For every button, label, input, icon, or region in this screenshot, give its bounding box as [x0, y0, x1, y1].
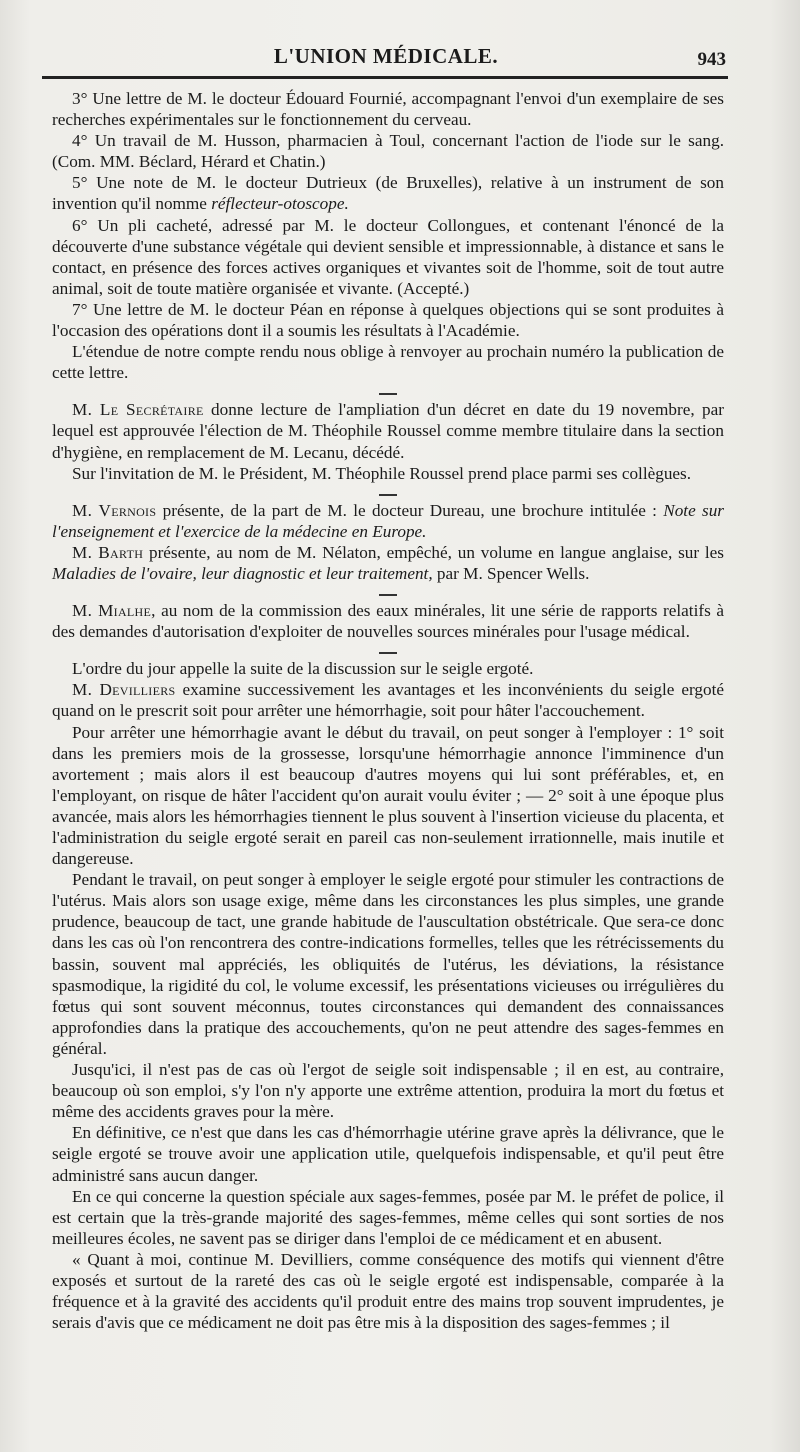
paragraph: [52, 172, 724, 214]
paragraph-text: examine successivement les avantages et les inconvénients du seigle ergoté quand on le prescrit soit pour arrêter une hémorrhagie, soit pour hâter l'accouchement.: [52, 680, 724, 721]
paragraph-text: Pendant le travail, on peut songer à employer le seigle ergoté pour stimuler les contractions de l'utérus. Mais alors son usage exige, même dans les circonstances les plus simples, une grande prudence, beaucoup de tact, une grande habitude de l'auscultation obstétricale. Que sera-ce donc dans les cas où l'on rencontrera des contre-indications formelles, telles que les rétrécissements du bassin, souvent mal appréciés, les obliquités de l'utérus, les déviations, la résistance spasmodique, la rigidité du col, le volume excessif, les présentations vicieuses ou irrégulières du fœtus qui sont souvent méconnus, toutes circonstances qui demandent des connaissances approfondies dans la pratique des accouchements, qu'on ne peut attendre des sages-femmes en général.: [52, 870, 724, 1058]
speaker-name: M. Barth: [72, 542, 144, 562]
paragraph-text: L'ordre du jour appelle la suite de la discussion sur le seigle ergoté.: [72, 659, 534, 679]
work-title: Maladies de l'ovaire, leur diagnostic et leur traitement,: [52, 563, 433, 583]
running-title: L'UNION MÉDICALE.: [273, 44, 499, 68]
paragraph: [52, 658, 724, 679]
section-separator: [379, 652, 397, 654]
paragraph: [52, 463, 724, 484]
paragraph-text: En définitive, ce n'est que dans les cas d'hémorrhagie utérine grave après la délivrance, que le seigle ergoté se trouve avoir une application utile, quelquefois indispensable, et qu'il peut être administré sans aucun danger.: [52, 1123, 724, 1185]
paragraph: [52, 679, 724, 721]
paragraph-text: par M. Spencer Wells.: [432, 563, 590, 583]
paragraph-text: 6° Un pli cacheté, adressé par M. le docteur Collongues, et contenant l'énoncé de la découverte d'une substance végétale qui devient sensible et impressionnable, à distance et sans le contact, en présence des forces actives organiques et vivantes soit de l'homme, soit de tout autre animal, soit de toute matière organisée et vivante. (Accepté.): [52, 215, 724, 298]
paragraph-text: , au nom de la commission des eaux minérales, lit une série de rapports relatifs à des demandes d'autorisation d'exploiter de nouvelles sources minérales pour l'usage médical.: [52, 601, 724, 642]
section-separator: [379, 594, 397, 596]
speaker-name: M. Mialhe: [72, 601, 152, 621]
paragraph-text: Jusqu'ici, il n'est pas de cas où l'ergot de seigle soit indispensable ; il en est, au contraire, beaucoup où son emploi, s'y l'on n'y apporte une extrême attention, produira la mort du fœtus et même des accidents graves pour la mère.: [52, 1060, 724, 1122]
paragraph-text: L'étendue de notre compte rendu nous oblige à renvoyer au prochain numéro la publication de cette lettre.: [52, 342, 724, 383]
paragraph: [52, 299, 724, 341]
speaker-name: M. Devilliers: [72, 680, 176, 700]
paragraph-text: présente, de la part de M. le docteur Dureau, une brochure intitulée :: [156, 500, 664, 520]
paragraph-text: 7° Une lettre de M. le docteur Péan en réponse à quelques objections qui se sont produites à l'occasion des opérations dont il a soumis les résultats à l'Académie.: [52, 299, 724, 341]
paragraph: [52, 341, 724, 383]
paragraph-text: donne lecture de l'ampliation d'un décret en date du 19 novembre, par lequel est approuvée l'élection de M. Théophile Roussel comme membre titulaire dans la section d'hygiène, en remplacement de M. Lecanu, décédé.: [52, 400, 724, 462]
article-body: [52, 88, 724, 1333]
instrument-name: réflecteur-otoscope.: [211, 194, 349, 214]
speaker-name: M. Le Secrétaire: [72, 400, 204, 420]
paragraph-text: 3° Une lettre de M. le docteur Édouard Fournié, accompagnant l'envoi d'un exemplaire de ses recherches expérimentales sur le fonctionnement du cerveau.: [52, 89, 724, 130]
work-title: Note sur l'enseignement et l'exercice de la médecine en Europe.: [52, 500, 724, 541]
paragraph: [52, 869, 724, 1059]
paragraph-text: 4° Un travail de M. Husson, pharmacien à Toul, concernant l'action de l'iode sur le sang. (Com. MM. Béclard, Hérard et Chatin.): [52, 131, 724, 172]
paragraph: [52, 600, 724, 642]
paragraph: [52, 1059, 724, 1122]
paragraph: [52, 130, 724, 172]
section-separator: [379, 494, 397, 496]
paragraph-text: Pour arrêter une hémorrhagie avant le début du travail, on peut songer à l'employer : 1° soit dans les premiers mois de la grossesse, lorsqu'une hémorrhagie annonce l'imminence d'un avortement ; mais alors il est beaucoup d'autres moyens qui lui sont préférables, et, en l'employant, on risque de hâter l'accident qu'on aurait voulu éviter ; — 2° soit à une époque plus avancée, mais alors les hémorrhagies tiennent le plus souvent à l'insertion vicieuse du placenta, et l'administration du seigle ergoté serait en pareil cas non-seulement irrationnelle, mais inutile et dangereuse.: [52, 722, 724, 869]
header-rule: [42, 76, 728, 79]
section-separator: [379, 393, 397, 395]
paragraph: [52, 722, 724, 870]
paragraph: [52, 215, 724, 299]
paragraph-text: En ce qui concerne la question spéciale aux sages-femmes, posée par M. le préfet de police, il est certain que la très-grande majorité des sages-femmes, même celles qui sont sorties de nos meilleures écoles, ne savent pas se diriger dans l'emploi de ce médicament et en abusent.: [52, 1186, 724, 1248]
page-number: 943: [697, 49, 726, 70]
paragraph: [52, 88, 724, 130]
paragraph-text: Sur l'invitation de M. le Président, M. Théophile Roussel prend place parmi ses collègues.: [72, 463, 692, 483]
speaker-name: M. Vernois: [72, 500, 157, 520]
paragraph-text: présente, au nom de M. Nélaton, empêché, un volume en langue anglaise, sur les: [143, 542, 724, 562]
paragraph: [52, 500, 724, 542]
paragraph: [52, 542, 724, 584]
paragraph: [52, 399, 724, 462]
paragraph-text: 5° Une note de M. le docteur Dutrieux (de Bruxelles), relative à un instrument de son invention qu'il nomme: [52, 173, 724, 214]
paragraph-text: « Quant à moi, continue M. Devilliers, comme conséquence des motifs qui viennent d'être exposés et surtout de la rareté des cas où le seigle ergoté est indispensable, comparée à la fréquence et à la gravité des accidents qu'il produit entre des mains trop souvent imprudentes, je serais d'avis que ce médicament ne doit pas être mis à la disposition des sages-femmes ; il: [52, 1249, 724, 1333]
paragraph: [52, 1249, 724, 1333]
paragraph: [52, 1122, 724, 1185]
paragraph: [52, 1186, 724, 1249]
